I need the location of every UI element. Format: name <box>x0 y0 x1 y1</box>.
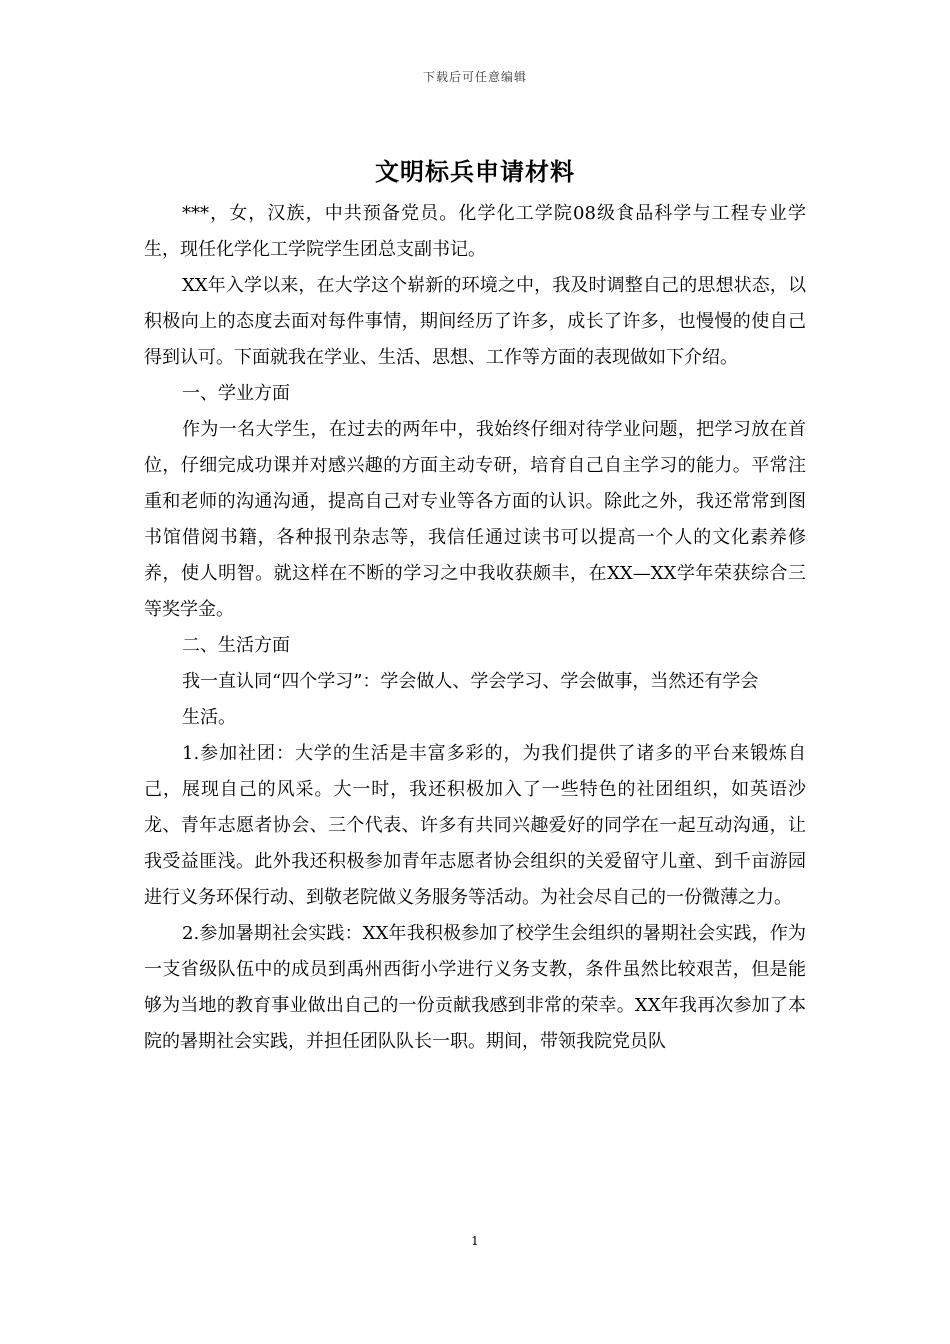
document-body <box>144 196 806 1060</box>
section-heading-life: 二、生活方面 <box>182 635 290 656</box>
paragraph-intro: ***，女，汉族，中共预备党员。化学化工学院08级食品科学与工程专业学生，现任化学化工学院学生团总支副书记。 <box>144 203 806 260</box>
paragraph-clubs: 1.参加社团：大学的生活是丰富多彩的，为我们提供了诸多的平台来锻炼自己，展现自己的风采。大一时，我还积极加入了一些特色的社团组织，如英语沙龙、青年志愿者协会、三个代表、许多有共同兴趣爱好的同学在一起互动沟通，让我受益匪浅。此外我还积极参加青年志愿者协会组织的关爱留守儿童、到千亩游园进行义务环保行动、到敬老院做义务服务等活动。为社会尽自己的一份微薄之力。 <box>144 743 806 908</box>
paragraph-academics: 作为一名大学生，在过去的两年中，我始终仔细对待学业问题，把学习放在首位，仔细完成功课并对感兴趣的方面主动专研，培育自己自主学习的能力。平常注重和老师的沟通沟通，提高自己对专业等各方面的认识。除此之外，我还常常到图书馆借阅书籍，各种报刊杂志等，我信任通过读书可以提高一个人的文化素养修养，使人明智。就这样在不断的学习之中我收获颇丰，在XX—XX学年荣获综合三等奖学金。 <box>144 419 806 620</box>
paragraph-life-continued: 生活。 <box>182 707 236 728</box>
paragraph-four-learnings: 我一直认同“四个学习”：学会做人、学会学习、学会做事，当然还有学会 <box>182 671 759 692</box>
section-heading-academics: 一、学业方面 <box>182 383 290 404</box>
paragraph-enrollment: XX年入学以来，在大学这个崭新的环境之中，我及时调整自己的思想状态，以积极向上的态度去面对每件事情，期间经历了许多，成长了许多，也慢慢的使自己得到认可。下面就我在学业、生活、思想、工作等方面的表现做如下介绍。 <box>144 275 806 368</box>
document-title: 文明标兵申请材料 <box>375 157 575 186</box>
header-note: 下载后可任意编辑 <box>422 70 527 84</box>
paragraph-summer-practice: 2.参加暑期社会实践：XX年我积极参加了校学生会组织的暑期社会实践，作为一支省级队伍中的成员到禹州西街小学进行义务支教，条件虽然比较艰苦，但是能够为当地的教育事业做出自己的一份贡献我感到非常的荣幸。XX年我再次参加了本院的暑期社会实践，并担任团队队长一职。期间，带领我院党员队 <box>144 923 806 1052</box>
page-number: 1 <box>471 1234 479 1248</box>
